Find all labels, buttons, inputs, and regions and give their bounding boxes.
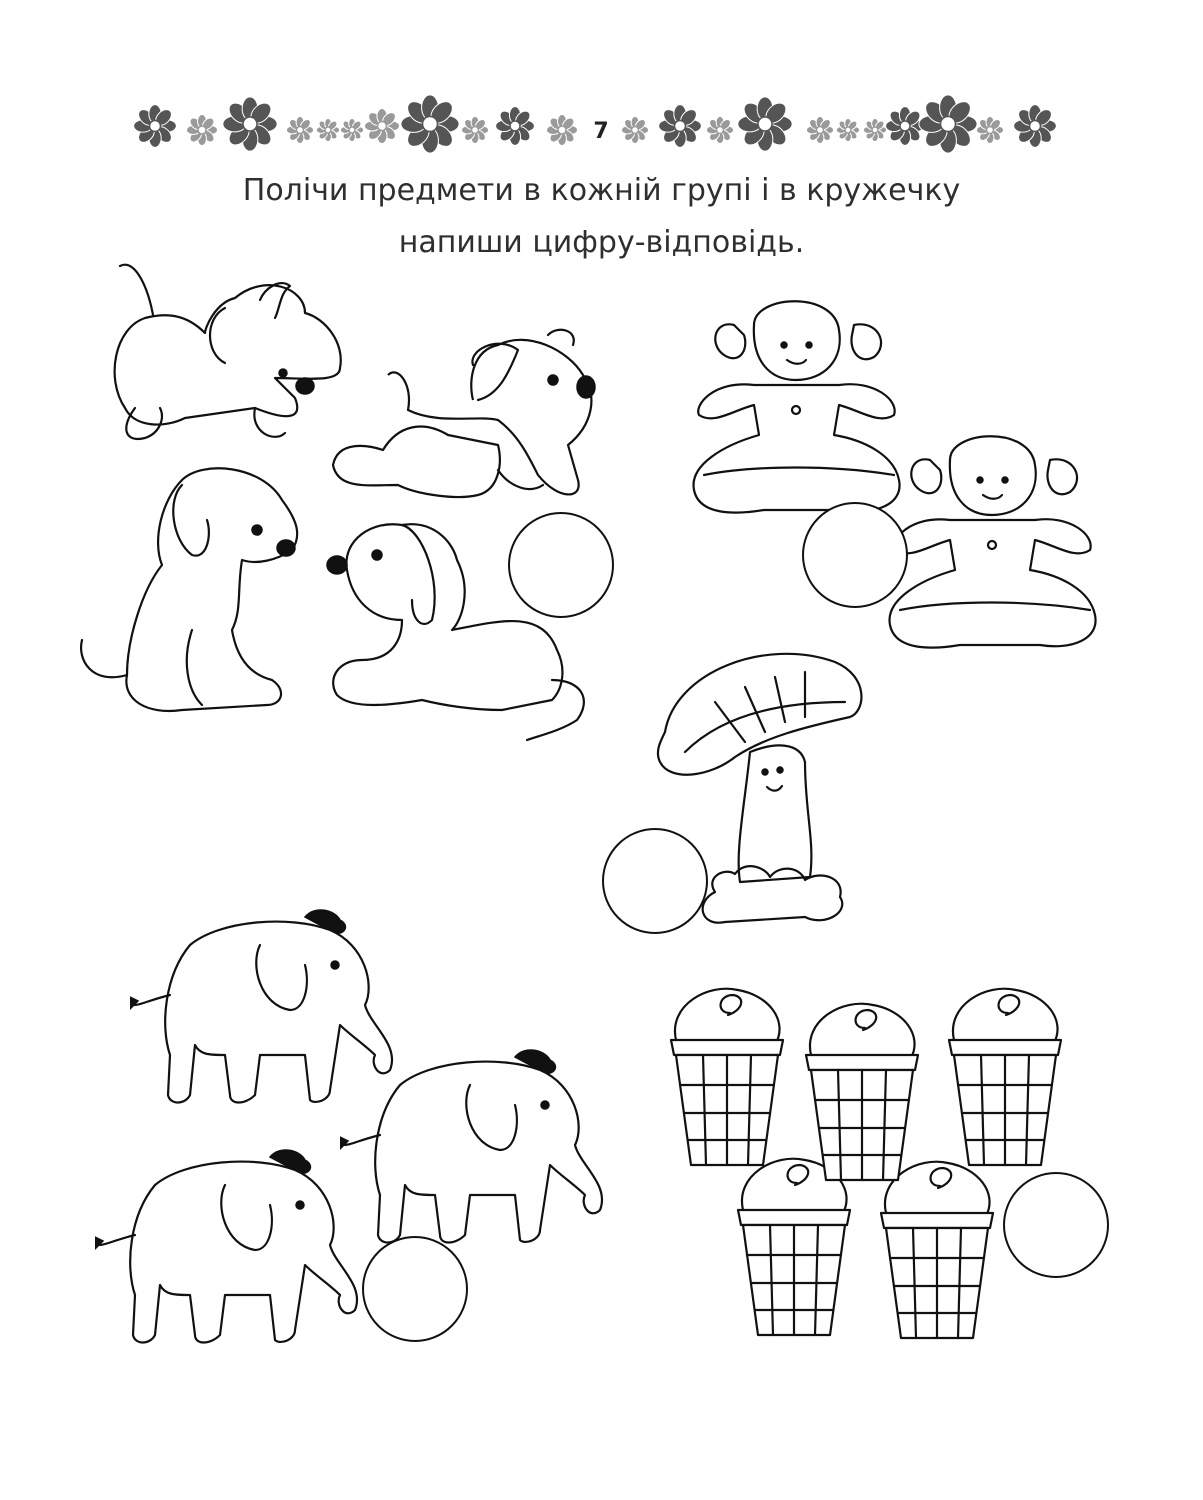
- flower-icon: [738, 97, 792, 151]
- flower-icon: [836, 118, 859, 141]
- instructions-line-1: Полічи предмети в кожній групі і в кружечку: [242, 173, 961, 208]
- flower-icon: [461, 116, 488, 143]
- page-number: 7: [593, 119, 609, 144]
- ice-cream-icon: [803, 1000, 921, 1186]
- answer-circle-puppies[interactable]: [508, 512, 614, 618]
- flower-icon: [976, 116, 1003, 143]
- flower-icon: [806, 116, 833, 143]
- flower-icon: [340, 118, 363, 141]
- answer-circle-elephants[interactable]: [362, 1236, 468, 1342]
- doll-icon: [880, 420, 1105, 660]
- elephant-icon: [340, 1045, 610, 1255]
- instructions-line-2: напиши цифру-відповідь.: [398, 225, 805, 260]
- answer-circle-ice-creams[interactable]: [1003, 1172, 1109, 1278]
- flower-icon: [886, 107, 925, 146]
- flower-icon: [286, 116, 313, 143]
- flower-icon: [1014, 105, 1057, 148]
- puppy-icon: [105, 258, 350, 458]
- elephant-icon: [95, 1145, 365, 1355]
- flower-icon: [863, 118, 886, 141]
- ice-cream-icon: [668, 985, 786, 1171]
- puppy-icon: [72, 460, 302, 722]
- flower-icon: [134, 105, 177, 148]
- flower-icon: [223, 97, 277, 151]
- answer-circle-mushroom[interactable]: [602, 828, 708, 934]
- flower-icon: [316, 118, 339, 141]
- flower-icon: [401, 95, 459, 153]
- flower-icon: [186, 114, 217, 145]
- flower-icon: [546, 114, 577, 145]
- doll-icon: [684, 285, 909, 525]
- flower-icon: [365, 109, 400, 144]
- ice-cream-icon: [946, 985, 1064, 1171]
- flower-icon: [706, 116, 733, 143]
- flower-icon: [621, 116, 648, 143]
- flower-icon: [496, 107, 535, 146]
- puppy-icon: [328, 325, 603, 510]
- flower-icon: [659, 105, 702, 148]
- answer-circle-dolls[interactable]: [802, 502, 908, 608]
- flower-icon: [919, 95, 977, 153]
- instructions: [0, 165, 1203, 269]
